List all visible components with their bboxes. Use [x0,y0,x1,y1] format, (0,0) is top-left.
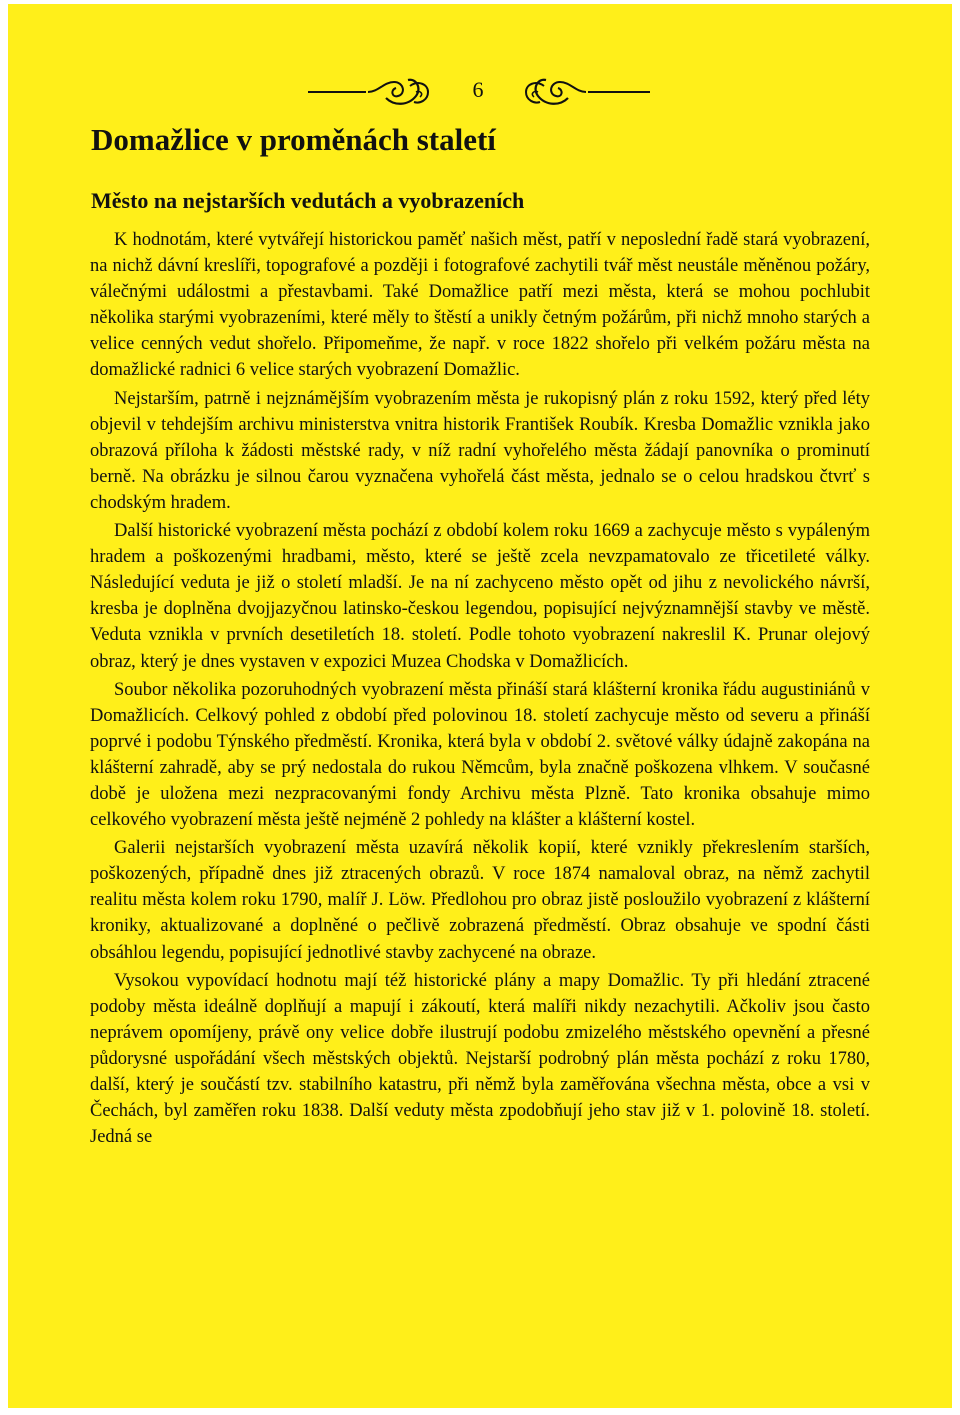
paragraph: Nejstarším, patrně i nejznámějším vyobrazením města je rukopisný plán z roku 1592, který před léty objevil v tehdejším archivu ministerstva vnitra historik František Roubík. Kresba Domažlic vznikla jako obrazová příloha k žádosti městské rady, v níž radní vyhořelého města žádají panovníka o prominutí berně. Na obrázku je silnou čarou vyznačena vyhořelá část města, jednalo se o celou hradskou čtvrť s chodským hradem. [90,388,870,513]
section-heading: Město na nejstarších vedutách a vyobrazeních [91,188,525,213]
paragraph: Soubor několika pozoruhodných vyobrazení města přináší stará klášterní kronika řádu augustiniánů v Domažlicích. Celkový pohled z období před polovinou 18. století zachycuje město od severu a přináší poprvé i podobu Týnského předměstí. Kronika, která byla v období 2. světové války údajně zakopána na klášterní zahradě, aby se prý nedostala do rukou Němcům, byla značně poškozena vlhkem. V současné době je uložena mezi nezpracovanými fondy Archivu města Plzně. Tato kronika obsahuje mimo celkového vyobrazení města ještě nejméně 2 pohledy na klášter a klášterní kostel. [90,679,870,831]
ornament-right-icon [520,72,588,112]
page-header [8,68,952,118]
ornament-left-icon [366,72,434,112]
page-number: 6 [472,77,484,102]
paragraph: Galerii nejstarších vyobrazení města uzavírá několik kopií, které vznikly překreslením starších, poškozených, případně dnes již ztracených obrazů. V roce 1874 namaloval obraz, na němž zachytil realitu města kolem roku 1790, malíř J. Löw. Předlohou pro obraz jistě posloužilo vyobrazení z klášterní kroniky, aktualizované a doplněné o pečlivě zobrazená předměstí. Obraz obsahuje ve spodní části obsáhlou legendu, popisující jednotlivé stavby zachycené na obraze. [90,838,870,963]
paragraph: Další historické vyobrazení města pochází z období kolem roku 1669 a zachycuje město s vypáleným hradem a poškozenými hradbami, město, které se ještě zcela nevzpamatovalo ze třicetileté války. Následující veduta je již o století mladší. Je na ní zachyceno město opět od jihu z nevolického návrší, kresba je doplněna dvojjazyčnou latinsko-českou legendou, popisující nejvýznamnější stavby ve městě. Veduta vznikla v prvních desetiletích 18. století. Podle tohoto vyobrazení nakreslil K. Prunar olejový obraz, který je dnes vystaven v expozici Muzea Chodska v Domažlicích. [90,521,870,672]
paragraph: Vysokou vypovídací hodnotu mají též historické plány a mapy Domažlic. Ty při hledání ztracené podoby města ideálně doplňují a mapují i zákoutí, která malíři nikdy nezachytili. Ačkoliv jsou často neprávem opomíjeny, právě ony velice dobře ilustrují podobu zmizelého městského opevnění a přesné půdorysné uspořádání všech městských objektů. Nejstarší podrobný plán města pochází z roku 1780, další, který je součástí tzv. stabilního katastru, při němž byla zaměřována všechna města, obce a vsi v Čechách, byl zaměřen roku 1838. Další veduty města zpodobňují jeho stav již v 1. polovině 18. století. Jedná se [90,970,870,1148]
book-page [8,4,952,1408]
paragraph: K hodnotám, které vytvářejí historickou paměť našich měst, patří v neposlední řadě stará vyobrazení, na nichž dávní kreslíři, topografové a později i fotografové zachytili tvář měst neustále měněnou požáry, válečnými událostmi a přestavbami. Také Domažlice patří mezi města, která se mohou pochlubit několika starými vyobrazeními, které měly to štěstí a unikly četným požárům, při nichž mnoho starých a velice cenných vedut shořelo. Připomeňme, že např. v roce 1822 shořelo při velkém požáru města na domažlické radnici 6 velice starých vyobrazení Domažlic. [90,230,870,381]
article-body [90,227,870,1152]
header-rule-left [308,91,366,93]
header-rule-right [588,91,650,93]
page-title: Domažlice v proměnách staletí [91,122,496,157]
